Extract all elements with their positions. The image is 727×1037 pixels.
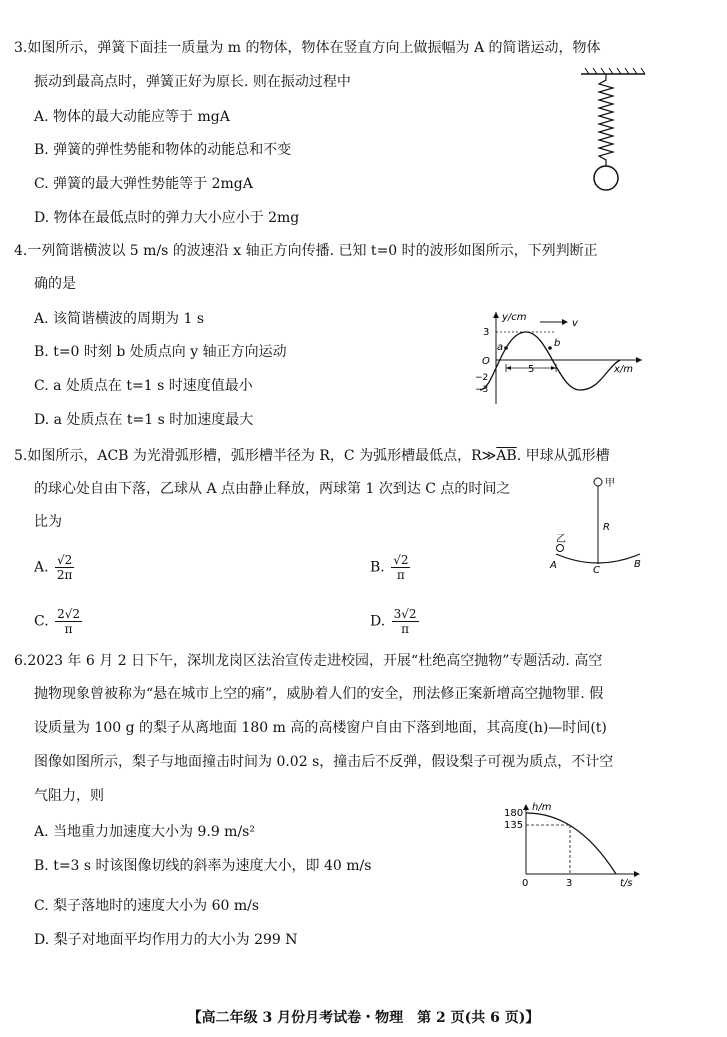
q6-stem-line4: 图像如图所示，梨子与地面撞击时间为 0.02 s，撞击后不反弹，假设梨子可视为质点，不计空 xyxy=(34,754,614,770)
q6-tick-180: 180 xyxy=(504,808,524,819)
q6-stem-line1: 6.2023 年 6 月 2 日下午，深圳龙岗区法治宣传走进校园，开展“杜绝高空抛物”专题活动. 高空 xyxy=(14,653,603,669)
q3-option-d: D. 物体在最低点时的弹力大小应小于 2mg xyxy=(34,210,300,226)
q4-label-a: a xyxy=(497,342,504,353)
q5-stem-line3: 比为 xyxy=(34,514,62,530)
q5-ball-jia xyxy=(594,478,602,486)
q5-groove-figure xyxy=(548,474,648,574)
spring-coil xyxy=(599,74,613,166)
q3-option-b: B. 弹簧的弹性势能和物体的动能总和不变 xyxy=(34,142,292,158)
q5-stem-line2: 的球心处自由下落，乙球从 A 点由静止释放，两球第 1 次到达 C 点的时间之 xyxy=(34,481,511,497)
q5-arc-ab: $\overline{AB}$ xyxy=(496,448,517,464)
q5-label-yi: 乙 xyxy=(556,534,566,545)
q5-stem-line1: 5.如图所示，ACB 为光滑弧形槽，弧形槽半径为 R，C 为弧形槽最低点，$R≫\overline{AB}$. 甲球从弧形槽 xyxy=(14,448,610,464)
q6-option-b: B. t=3 s 时该图像切线的斜率为速度大小，即 40 m/s xyxy=(34,858,372,874)
q3-spring-figure xyxy=(575,68,655,198)
q4-tick-3: 3 xyxy=(483,327,490,338)
q6-tick-0: 0 xyxy=(522,878,529,889)
q4-tick-neg2: −2 xyxy=(475,373,489,383)
q5-label-C: C xyxy=(593,565,600,576)
q3-stem-line1: 3.如图所示，弹簧下面挂一质量为 m 的物体，物体在竖直方向上做振幅为 A 的简谐运动，物体 xyxy=(14,40,601,56)
hanging-ball xyxy=(594,166,618,190)
q6-option-d: D. 梨子对地面平均作用力的大小为 299 N xyxy=(34,932,298,948)
q4-stem-line1: 4.一列简谐横波以 5 m/s 的波速沿 x 轴正方向传播. 已知 t=0 时的波形如图所示，下列判断正 xyxy=(14,243,598,259)
q5-option-b: B. $\frac{√2}{\pi}$ xyxy=(370,553,409,582)
q4-option-b: B. t=0 时刻 b 处质点向 y 轴正方向运动 xyxy=(34,344,287,360)
q6-tick-135: 135 xyxy=(504,820,524,831)
q6-option-c: C. 梨子落地时的速度大小为 60 m/s xyxy=(34,898,260,914)
q4-stem-line2: 确的是 xyxy=(34,276,76,292)
q4-option-c: C. a 处质点在 t=1 s 时速度值最小 xyxy=(34,378,253,394)
q4-y-label: y/cm xyxy=(502,312,527,323)
q3-option-a: A. 物体的最大动能应等于 mgA xyxy=(34,109,230,125)
q5-option-d: D. $\frac{3√2}{\pi}$ xyxy=(370,607,417,636)
ceiling-hatch xyxy=(585,68,645,74)
q4-velocity-label: v xyxy=(572,318,578,329)
q3-option-c: C. 弹簧的最大弹性势能等于 2mgA xyxy=(34,176,253,192)
q6-height-time-graph xyxy=(498,800,658,896)
q6-stem-line2: 抛物现象曾被称为“悬在城市上空的痛”，威胁着人们的安全，刑法修正案新增高空抛物罪. 假 xyxy=(34,686,604,702)
q4-x-label: x/m xyxy=(614,364,634,375)
q6-fall-curve xyxy=(526,813,616,874)
q4-option-d: D. a 处质点在 t=1 s 时加速度最大 xyxy=(34,412,254,428)
q4-wave-figure xyxy=(470,308,650,408)
q4-point-b xyxy=(548,346,552,350)
q5-label-R: R xyxy=(603,522,610,533)
q4-wave-curve xyxy=(480,332,620,390)
q5-ball-yi xyxy=(557,545,564,552)
q6-tick-3: 3 xyxy=(566,878,573,889)
q6-stem-line5: 气阻力，则 xyxy=(34,788,104,804)
q4-option-a: A. 该简谐横波的周期为 1 s xyxy=(34,311,205,327)
q4-point-a xyxy=(504,346,508,350)
q4-tick-neg3: −3 xyxy=(475,385,489,395)
page-footer: 【高二年级 3 月份月考试卷・物理 第 2 页(共 6 页)】 xyxy=(187,1010,540,1026)
q5-label-B: B xyxy=(634,559,641,570)
q4-label-b: b xyxy=(554,338,561,349)
q6-stem-line3: 设质量为 100 g 的梨子从离地面 180 m 高的高楼窗户自由下落到地面，其高度(h)—时间(t) xyxy=(34,720,607,736)
q4-span-label: 5 xyxy=(528,364,535,375)
q5-option-c: C. $\frac{2√2}{\pi}$ xyxy=(34,607,81,636)
q3-stem-line2: 振动到最高点时，弹簧正好为原长. 则在振动过程中 xyxy=(34,74,351,90)
q5-label-A: A xyxy=(550,560,557,571)
q4-origin-label: O xyxy=(482,356,490,367)
q6-option-a: A. 当地重力加速度大小为 9.9 m/s² xyxy=(34,824,255,840)
q5-option-a: A. $\frac{√2}{2\pi}$ xyxy=(34,553,73,582)
q6-x-label: t/s xyxy=(620,878,633,889)
q6-y-label: h/m xyxy=(532,802,552,813)
q5-label-jia: 甲 xyxy=(605,478,615,489)
